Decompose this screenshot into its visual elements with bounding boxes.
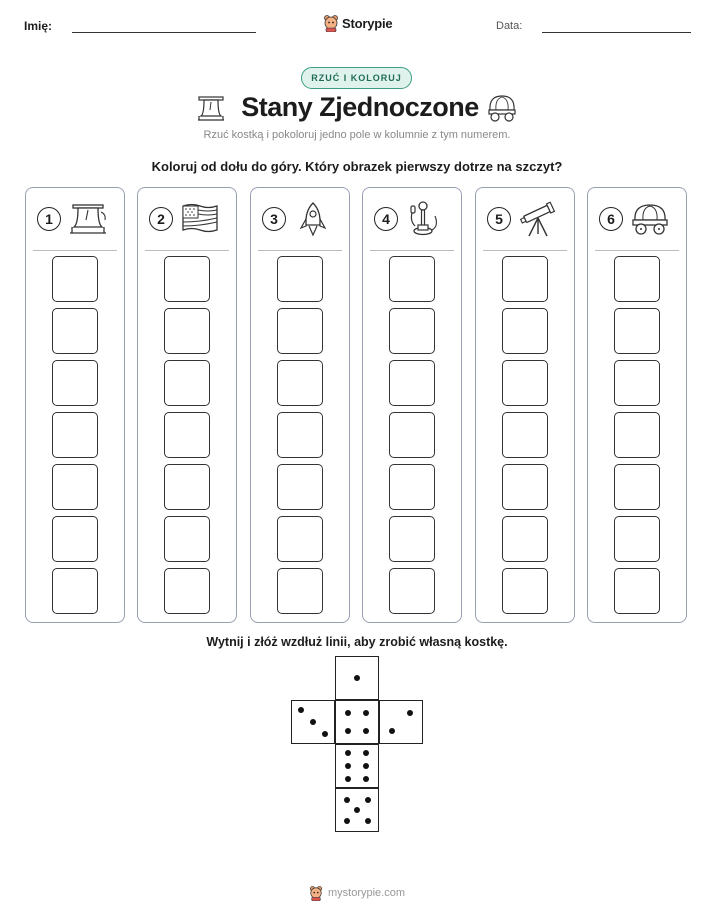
dice-pip bbox=[298, 707, 304, 713]
telescope-icon bbox=[518, 200, 558, 238]
column-divider bbox=[370, 250, 454, 251]
page-subtitle: Rzuć kostką i pokoloruj jedno pole w kolumnie z tym numerem. bbox=[203, 129, 511, 141]
name-field[interactable] bbox=[72, 32, 256, 33]
column-divider bbox=[33, 250, 117, 251]
color-box[interactable] bbox=[164, 256, 210, 302]
color-box[interactable] bbox=[277, 568, 323, 614]
column-number: 2 bbox=[149, 207, 173, 231]
color-box[interactable] bbox=[164, 308, 210, 354]
column-number: 1 bbox=[37, 207, 61, 231]
color-box[interactable] bbox=[164, 464, 210, 510]
brand-name: Storypie bbox=[342, 15, 393, 31]
dice-face-1 bbox=[335, 656, 379, 700]
color-box[interactable] bbox=[389, 308, 435, 354]
color-box[interactable] bbox=[389, 464, 435, 510]
color-box[interactable] bbox=[52, 308, 98, 354]
color-box[interactable] bbox=[277, 308, 323, 354]
column-number: 6 bbox=[599, 207, 623, 231]
color-box[interactable] bbox=[389, 516, 435, 562]
american-flag-icon bbox=[180, 200, 220, 238]
rocket-icon bbox=[293, 200, 333, 238]
dice-column-1 bbox=[25, 187, 125, 623]
color-box[interactable] bbox=[389, 412, 435, 458]
dice-pip bbox=[363, 710, 369, 716]
date-label: Data: bbox=[496, 20, 523, 32]
column-divider bbox=[145, 250, 229, 251]
dice-pip bbox=[345, 763, 351, 769]
color-box[interactable] bbox=[502, 464, 548, 510]
color-box[interactable] bbox=[614, 516, 660, 562]
cut-instruction: Wytnij i złóż wzdłuż linii, aby zrobić własną kostkę. bbox=[206, 635, 508, 649]
color-box[interactable] bbox=[614, 256, 660, 302]
dice-face-5 bbox=[335, 788, 379, 832]
dice-pip bbox=[345, 710, 351, 716]
color-box[interactable] bbox=[614, 412, 660, 458]
page-title: Stany Zjednoczone bbox=[241, 92, 479, 122]
color-box[interactable] bbox=[502, 256, 548, 302]
column-divider bbox=[483, 250, 567, 251]
color-box[interactable] bbox=[277, 516, 323, 562]
color-box[interactable] bbox=[502, 516, 548, 562]
dice-pip bbox=[407, 710, 413, 716]
column-header bbox=[588, 188, 686, 250]
dice-column-3 bbox=[250, 187, 350, 623]
dice-pip bbox=[354, 807, 360, 813]
color-box[interactable] bbox=[389, 568, 435, 614]
brand-logo bbox=[323, 12, 392, 34]
storypie-mascot-icon bbox=[323, 14, 339, 32]
dice-column-2 bbox=[137, 187, 237, 623]
color-box[interactable] bbox=[52, 568, 98, 614]
color-box[interactable] bbox=[52, 516, 98, 562]
activity-badge: RZUĆ I KOLORUJ bbox=[301, 67, 412, 89]
color-box[interactable] bbox=[614, 360, 660, 406]
color-box[interactable] bbox=[52, 464, 98, 510]
color-box[interactable] bbox=[614, 464, 660, 510]
dice-pip bbox=[363, 776, 369, 782]
color-box[interactable] bbox=[502, 308, 548, 354]
storypie-mascot-icon bbox=[309, 885, 323, 901]
color-box[interactable] bbox=[389, 256, 435, 302]
covered-wagon-icon bbox=[630, 200, 670, 238]
liberty-bell-icon bbox=[68, 200, 108, 238]
color-box[interactable] bbox=[164, 360, 210, 406]
dice-column-5 bbox=[475, 187, 575, 623]
color-box[interactable] bbox=[277, 360, 323, 406]
column-header bbox=[476, 188, 574, 250]
dice-pip bbox=[363, 728, 369, 734]
column-header bbox=[138, 188, 236, 250]
dice-pip bbox=[344, 818, 350, 824]
dice-pip bbox=[345, 728, 351, 734]
name-label: Imię: bbox=[24, 19, 53, 33]
dice-pip bbox=[365, 797, 371, 803]
color-box[interactable] bbox=[502, 360, 548, 406]
color-box[interactable] bbox=[164, 412, 210, 458]
color-box[interactable] bbox=[614, 308, 660, 354]
dice-pip bbox=[310, 719, 316, 725]
color-box[interactable] bbox=[277, 412, 323, 458]
dice-pip bbox=[363, 750, 369, 756]
dice-pip bbox=[354, 675, 360, 681]
color-box[interactable] bbox=[277, 256, 323, 302]
column-header bbox=[26, 188, 124, 250]
dice-pip bbox=[389, 728, 395, 734]
footer-url: mystorypie.com bbox=[327, 887, 406, 899]
dice-pip bbox=[344, 797, 350, 803]
color-box[interactable] bbox=[164, 568, 210, 614]
dice-pip bbox=[345, 750, 351, 756]
column-number: 5 bbox=[487, 207, 511, 231]
column-divider bbox=[258, 250, 342, 251]
covered-wagon-icon bbox=[486, 92, 518, 122]
dice-pip bbox=[363, 763, 369, 769]
dice-column-4 bbox=[362, 187, 462, 623]
date-field[interactable] bbox=[542, 32, 691, 33]
color-box[interactable] bbox=[502, 568, 548, 614]
dice-column-6 bbox=[587, 187, 687, 623]
dice-face-2 bbox=[379, 700, 423, 744]
column-number: 4 bbox=[374, 207, 398, 231]
color-box[interactable] bbox=[52, 360, 98, 406]
dice-face-3 bbox=[291, 700, 335, 744]
dice-pip bbox=[322, 731, 328, 737]
dice-pip bbox=[345, 776, 351, 782]
column-header bbox=[251, 188, 349, 250]
color-box[interactable] bbox=[52, 412, 98, 458]
color-box[interactable] bbox=[52, 256, 98, 302]
footer bbox=[0, 885, 714, 901]
candlestick-telephone-icon bbox=[405, 200, 445, 238]
column-header bbox=[363, 188, 461, 250]
dice-face-4 bbox=[335, 700, 379, 744]
color-box[interactable] bbox=[502, 412, 548, 458]
color-box[interactable] bbox=[614, 568, 660, 614]
dice-face-6 bbox=[335, 744, 379, 788]
column-number: 3 bbox=[262, 207, 286, 231]
color-box[interactable] bbox=[277, 464, 323, 510]
instruction-text: Koloruj od dołu do góry. Który obrazek pierwszy dotrze na szczyt? bbox=[151, 159, 563, 174]
column-divider bbox=[595, 250, 679, 251]
color-box[interactable] bbox=[164, 516, 210, 562]
dice-pip bbox=[365, 818, 371, 824]
color-box[interactable] bbox=[389, 360, 435, 406]
